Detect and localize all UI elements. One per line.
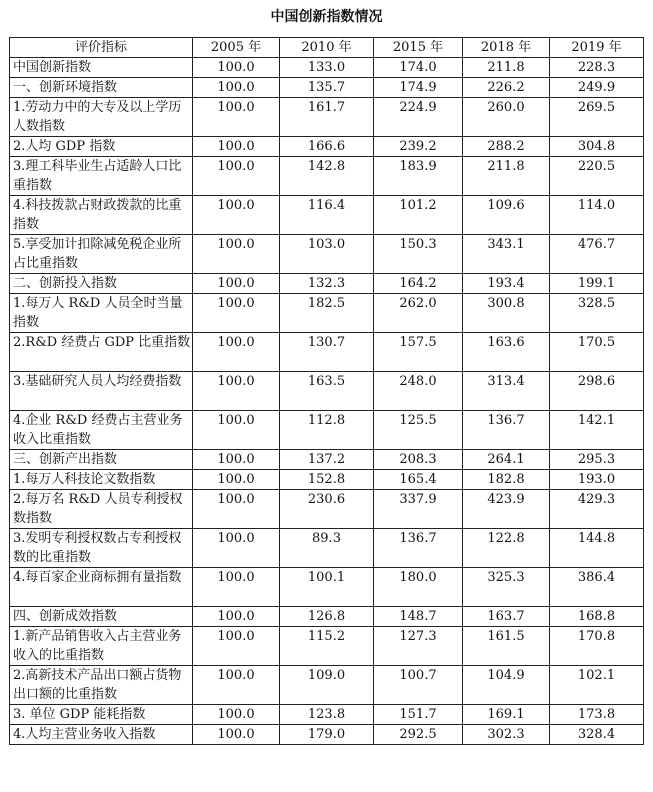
index-value: 295.3 [550,450,644,470]
indicator-name: 1.每万人科技论文数指数 [10,470,193,490]
index-value: 100.0 [193,627,280,666]
table-row [10,157,644,196]
index-value: 193.0 [550,470,644,490]
index-value: 136.7 [463,411,550,450]
table-header-row [10,38,644,58]
index-value: 161.7 [280,98,374,137]
index-value: 137.2 [280,450,374,470]
table-row [10,98,644,137]
index-value: 248.0 [374,372,463,411]
index-value: 269.5 [550,98,644,137]
index-value: 157.5 [374,333,463,372]
indicator-name: 3.发明专利授权数占专利授权数的比重指数 [10,529,193,568]
index-value: 211.8 [463,58,550,78]
index-value: 423.9 [463,490,550,529]
index-value: 100.0 [193,705,280,725]
index-value: 343.1 [463,235,550,274]
index-value: 100.0 [193,78,280,98]
index-value: 325.3 [463,568,550,607]
index-value: 302.3 [463,725,550,745]
index-value: 300.8 [463,294,550,333]
table-row [10,627,644,666]
index-value: 292.5 [374,725,463,745]
indicator-name: 4.科技拨款占财政拨款的比重指数 [10,196,193,235]
index-value: 100.0 [193,607,280,627]
column-header-2015: 2015 年 [374,38,463,58]
index-value: 104.9 [463,666,550,705]
index-value: 220.5 [550,157,644,196]
index-value: 142.1 [550,411,644,450]
index-value: 130.7 [280,333,374,372]
column-header-2005: 2005 年 [193,38,280,58]
index-value: 163.7 [463,607,550,627]
index-value: 115.2 [280,627,374,666]
index-value: 476.7 [550,235,644,274]
index-value: 170.8 [550,627,644,666]
table-row [10,78,644,98]
index-value: 133.0 [280,58,374,78]
index-value: 173.8 [550,705,644,725]
indicator-name: 2.人均 GDP 指数 [10,137,193,157]
index-value: 100.0 [193,333,280,372]
index-value: 100.0 [193,98,280,137]
indicator-name: 4.企业 R&D 经费占主营业务收入比重指数 [10,411,193,450]
indicator-name: 二、创新投入指数 [10,274,193,294]
index-value: 100.0 [193,666,280,705]
innovation-index-table [9,37,644,745]
index-value: 182.5 [280,294,374,333]
table-row [10,235,644,274]
index-value: 125.5 [374,411,463,450]
index-value: 112.8 [280,411,374,450]
index-value: 328.4 [550,725,644,745]
indicator-name: 三、创新产出指数 [10,450,193,470]
index-value: 144.8 [550,529,644,568]
table-row [10,666,644,705]
table-row [10,607,644,627]
table-row [10,529,644,568]
index-value: 298.6 [550,372,644,411]
index-value: 100.0 [193,137,280,157]
indicator-name: 4.人均主营业务收入指数 [10,725,193,745]
index-value: 100.7 [374,666,463,705]
index-value: 100.0 [193,294,280,333]
index-value: 224.9 [374,98,463,137]
index-value: 135.7 [280,78,374,98]
index-value: 100.0 [193,529,280,568]
index-value: 136.7 [374,529,463,568]
index-value: 151.7 [374,705,463,725]
index-value: 262.0 [374,294,463,333]
index-value: 142.8 [280,157,374,196]
table-row [10,58,644,78]
index-value: 174.9 [374,78,463,98]
indicator-name: 一、创新环境指数 [10,78,193,98]
table-row [10,294,644,333]
table-row [10,333,644,372]
index-value: 199.1 [550,274,644,294]
index-value: 230.6 [280,490,374,529]
index-value: 100.0 [193,274,280,294]
index-value: 109.0 [280,666,374,705]
index-value: 174.0 [374,58,463,78]
index-value: 239.2 [374,137,463,157]
index-value: 264.1 [463,450,550,470]
index-value: 100.0 [193,196,280,235]
index-value: 165.4 [374,470,463,490]
index-value: 132.3 [280,274,374,294]
index-value: 89.3 [280,529,374,568]
index-value: 150.3 [374,235,463,274]
indicator-name: 2.R&D 经费占 GDP 比重指数 [10,333,193,372]
index-value: 166.6 [280,137,374,157]
index-value: 152.8 [280,470,374,490]
table-row [10,450,644,470]
index-value: 109.6 [463,196,550,235]
index-value: 100.0 [193,411,280,450]
indicator-name: 2.每万名 R&D 人员专利授权数指数 [10,490,193,529]
indicator-name: 1.新产品销售收入占主营业务收入的比重指数 [10,627,193,666]
index-value: 164.2 [374,274,463,294]
index-value: 100.0 [193,470,280,490]
indicator-name: 2.高新技术产品出口额占货物出口额的比重指数 [10,666,193,705]
index-value: 163.6 [463,333,550,372]
table-row [10,568,644,607]
indicator-name: 中国创新指数 [10,58,193,78]
index-value: 103.0 [280,235,374,274]
index-value: 100.0 [193,235,280,274]
index-value: 123.8 [280,705,374,725]
table-row [10,470,644,490]
indicator-name: 3.理工科毕业生占适龄人口比重指数 [10,157,193,196]
index-value: 163.5 [280,372,374,411]
table-row [10,196,644,235]
index-value: 116.4 [280,196,374,235]
index-value: 182.8 [463,470,550,490]
indicator-name: 5.享受加计扣除减免税企业所占比重指数 [10,235,193,274]
index-value: 161.5 [463,627,550,666]
index-value: 193.4 [463,274,550,294]
index-value: 183.9 [374,157,463,196]
index-value: 100.0 [193,450,280,470]
index-value: 169.1 [463,705,550,725]
index-value: 168.8 [550,607,644,627]
index-value: 228.3 [550,58,644,78]
index-value: 100.0 [193,372,280,411]
table-row [10,137,644,157]
index-value: 100.0 [193,490,280,529]
index-value: 179.0 [280,725,374,745]
table-row [10,411,644,450]
index-value: 100.0 [193,157,280,196]
index-value: 260.0 [463,98,550,137]
index-value: 429.3 [550,490,644,529]
index-value: 226.2 [463,78,550,98]
index-value: 100.0 [193,725,280,745]
column-header-2018: 2018 年 [463,38,550,58]
index-value: 126.8 [280,607,374,627]
index-value: 100.1 [280,568,374,607]
indicator-name: 1.每万人 R&D 人员全时当量指数 [10,294,193,333]
column-header-2010: 2010 年 [280,38,374,58]
index-value: 127.3 [374,627,463,666]
table-row [10,372,644,411]
indicator-name: 四、创新成效指数 [10,607,193,627]
index-value: 288.2 [463,137,550,157]
page-title: 中国创新指数情况 [270,9,383,25]
column-header-indicator: 评价指标 [10,38,193,58]
indicator-name: 4.每百家企业商标拥有量指数 [10,568,193,607]
index-value: 313.4 [463,372,550,411]
table-body [10,58,644,745]
table-row [10,705,644,725]
table-row [10,725,644,745]
index-value: 102.1 [550,666,644,705]
index-value: 170.5 [550,333,644,372]
table-row [10,274,644,294]
index-value: 304.8 [550,137,644,157]
column-header-2019: 2019 年 [550,38,644,58]
index-value: 208.3 [374,450,463,470]
index-value: 211.8 [463,157,550,196]
table-row [10,490,644,529]
index-value: 249.9 [550,78,644,98]
indicator-name: 1.劳动力中的大专及以上学历人数指数 [10,98,193,137]
index-value: 122.8 [463,529,550,568]
index-value: 148.7 [374,607,463,627]
index-value: 114.0 [550,196,644,235]
indicator-name: 3. 单位 GDP 能耗指数 [10,705,193,725]
index-value: 337.9 [374,490,463,529]
index-value: 328.5 [550,294,644,333]
index-value: 386.4 [550,568,644,607]
index-value: 100.0 [193,568,280,607]
index-value: 100.0 [193,58,280,78]
index-value: 101.2 [374,196,463,235]
indicator-name: 3.基础研究人员人均经费指数 [10,372,193,411]
index-value: 180.0 [374,568,463,607]
